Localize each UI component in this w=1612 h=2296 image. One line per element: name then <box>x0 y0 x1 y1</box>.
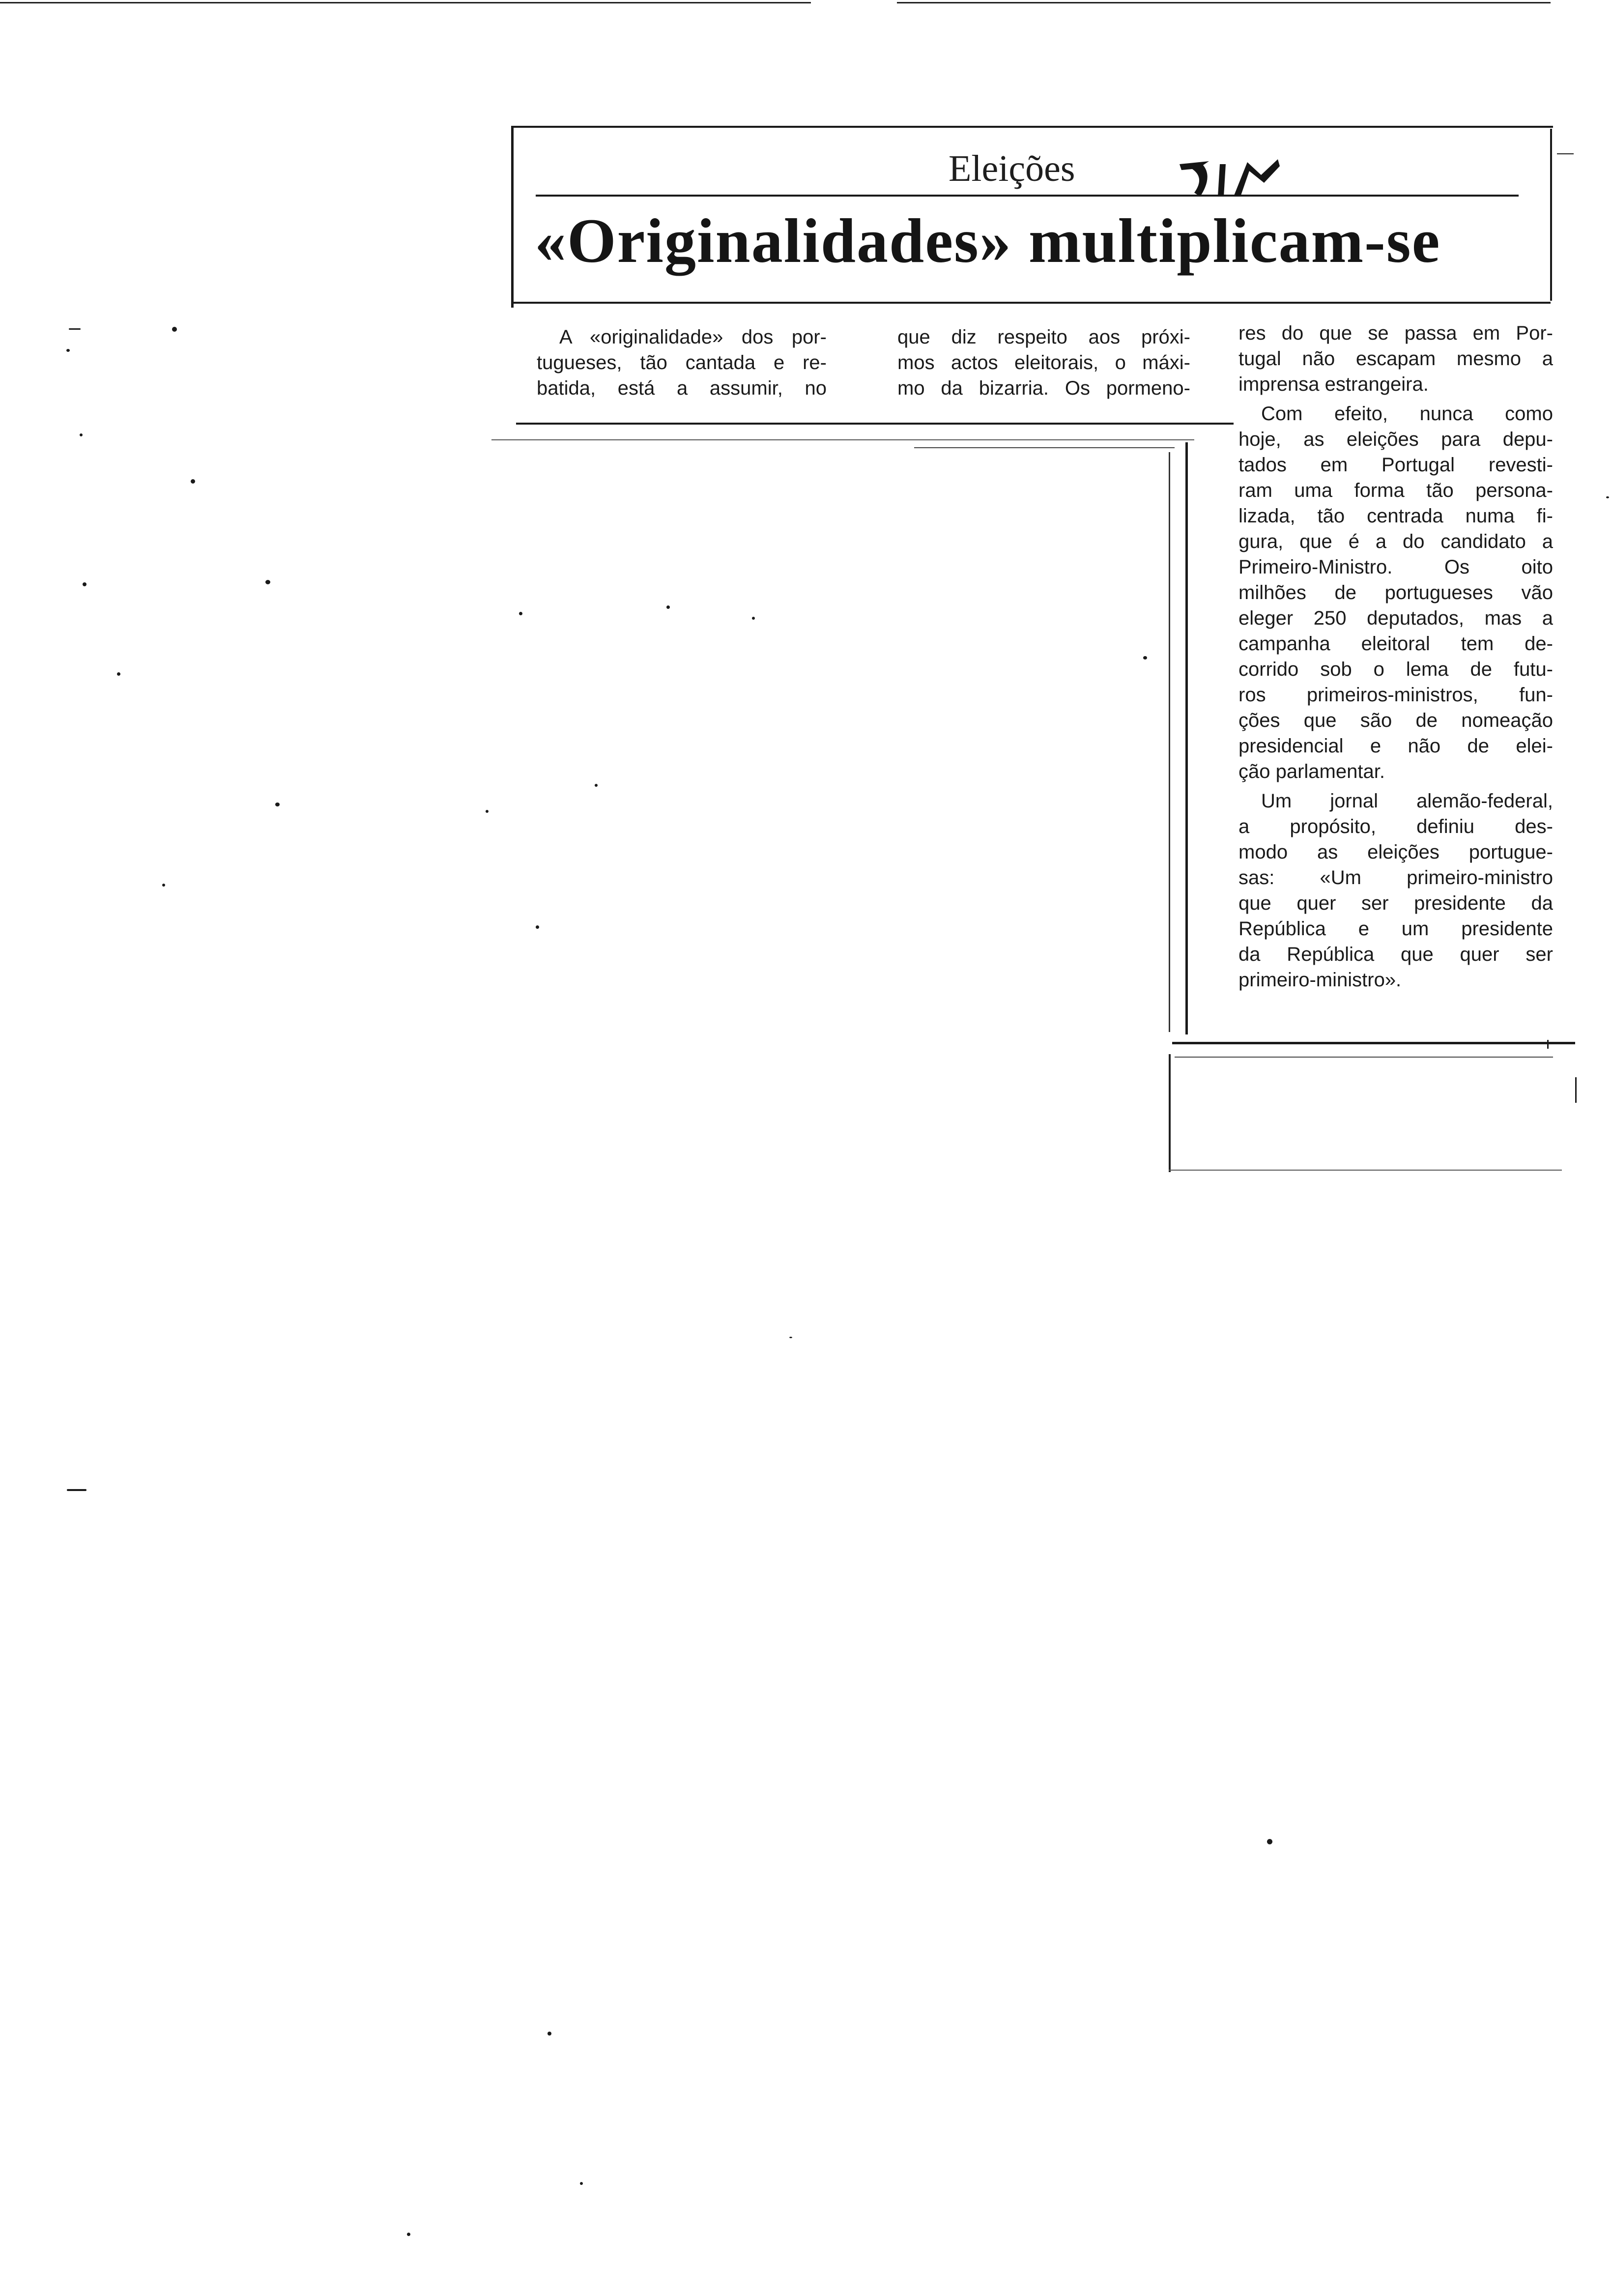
column-line: Um jornal alemão-federal, <box>1261 790 1553 812</box>
scan-speck <box>536 925 539 929</box>
scan-speck <box>1267 1839 1272 1844</box>
scan-speck <box>83 582 86 586</box>
box-left-border <box>511 126 514 308</box>
scan-speck <box>162 884 165 887</box>
scan-speck <box>265 580 270 584</box>
scan-speck <box>80 433 83 436</box>
clip-frame-bottom <box>1172 1042 1575 1044</box>
scan-speck <box>69 328 81 330</box>
clip-frame-top <box>914 447 1175 448</box>
column-line: hoje, as eleições para depu- <box>1238 429 1553 450</box>
scan-speck <box>407 2233 410 2236</box>
headline: «Originalidades» multiplicam-se <box>535 206 1441 276</box>
article-column-2 <box>897 324 1190 401</box>
clip-frame-bottom-thin <box>1175 1057 1553 1058</box>
column-line: campanha eleitoral tem de- <box>1238 633 1553 655</box>
column-line: res do que se passa em Por- <box>1238 322 1553 344</box>
handwritten-stamp-icon <box>1175 147 1283 206</box>
column-line: sas: «Um primeiro-ministro <box>1238 867 1553 889</box>
column-line: ções que são de nomeação <box>1238 710 1553 731</box>
column-line: lizada, tão centrada numa fi- <box>1238 505 1553 527</box>
column-line: Com efeito, nunca como <box>1261 403 1553 425</box>
scan-speck <box>1143 656 1147 660</box>
column-line: ção parlamentar. <box>1238 761 1385 782</box>
right-margin-dash <box>1557 153 1574 154</box>
section-label: Eleições <box>949 148 1075 189</box>
box-top-border <box>511 126 1553 128</box>
lower-box-bottom <box>1169 1170 1562 1171</box>
column-line: ram uma forma tão persona- <box>1238 480 1553 501</box>
scan-speck <box>752 617 755 620</box>
column-line: A «originalidade» dos por- <box>559 326 827 348</box>
section-rule <box>536 195 1519 197</box>
column-line: milhões de portugueses vão <box>1238 582 1553 603</box>
scan-speck <box>1606 496 1609 498</box>
lower-box-left <box>1169 1054 1171 1172</box>
column-line: batida, está a assumir, no <box>537 377 827 399</box>
column-line: da República que quer ser <box>1238 944 1553 965</box>
scan-speck <box>519 612 522 615</box>
column-line: corrido sob o lema de futu- <box>1238 659 1553 680</box>
column-line: ros primeiros-ministros, fun- <box>1238 684 1553 706</box>
column-line: presidencial e não de elei- <box>1238 735 1553 757</box>
article-column-1 <box>537 324 827 401</box>
column-line: imprensa estrangeira. <box>1238 373 1429 395</box>
column-line: gura, que é a do candidato a <box>1238 531 1553 552</box>
scan-speck <box>486 810 489 813</box>
column-line: a propósito, definiu des- <box>1238 816 1553 837</box>
scan-speck <box>67 1489 86 1491</box>
lower-box-right-mark <box>1575 1077 1577 1103</box>
scan-speck <box>580 2182 583 2185</box>
article-column-3 <box>1238 320 1553 993</box>
columns-bottom-rule-thin <box>491 439 1194 440</box>
scan-speck <box>595 784 598 787</box>
scan-speck <box>666 605 670 609</box>
clip-frame-right-outer <box>1185 442 1188 1034</box>
column-line: tugal não escapam mesmo a <box>1238 348 1553 370</box>
box-right-border <box>1550 129 1552 301</box>
scan-speck <box>191 479 195 484</box>
right-edge-mark <box>1547 1040 1549 1049</box>
column-line: tados em Portugal revesti- <box>1238 454 1553 476</box>
top-rule-left <box>0 2 811 3</box>
column-line: Primeiro-Ministro. Os oito <box>1238 556 1553 578</box>
columns-bottom-rule <box>516 423 1234 425</box>
column-line: modo as eleições portugue- <box>1238 841 1553 863</box>
scan-speck <box>117 672 120 676</box>
column-line: eleger 250 deputados, mas a <box>1238 607 1553 629</box>
top-rule-right <box>897 2 1551 3</box>
column-line: tugueses, tão cantada e re- <box>537 352 827 373</box>
clip-frame-right-inner <box>1169 452 1170 1032</box>
scan-speck <box>172 327 177 332</box>
scan-speck <box>547 2032 551 2036</box>
column-line: que diz respeito aos próxi- <box>897 326 1190 348</box>
column-line: que quer ser presidente da <box>1238 892 1553 914</box>
column-line: mos actos eleitorais, o máxi- <box>897 352 1190 373</box>
column-line: mo da bizarria. Os pormeno- <box>897 377 1190 399</box>
headline-bottom-rule <box>514 302 1551 304</box>
column-line: República e um presidente <box>1238 918 1553 940</box>
scan-speck <box>66 349 70 352</box>
column-line: primeiro-ministro». <box>1238 969 1402 991</box>
scan-speck <box>789 1337 792 1338</box>
scan-speck <box>275 803 280 806</box>
